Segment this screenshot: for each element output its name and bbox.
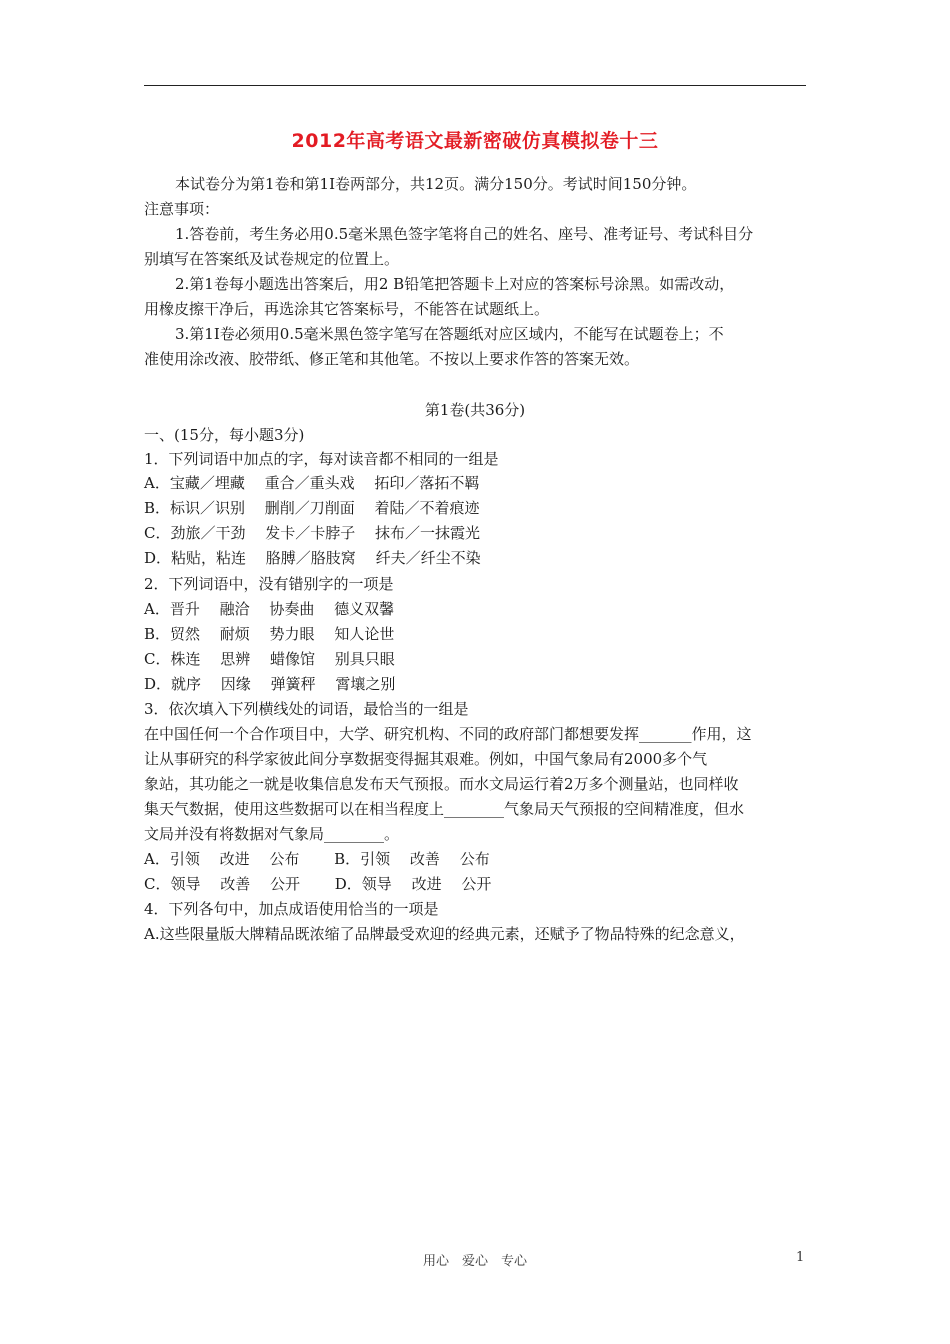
- question-3-stem: 3．依次填入下列横线处的词语，最恰当的一组是: [144, 700, 469, 718]
- page-footer: 用心 爱心 专心: [422, 1254, 527, 1269]
- question-3-passage: 集天气数据，使用这些数据可以在相当程度上________气象局天气预报的空间精准度，但水: [144, 800, 745, 818]
- question-2-option-a: A．晋升 融洽 协奏曲 德义双馨: [144, 600, 395, 618]
- exam-title: 2012年高考语文最新密破仿真模拟卷十三: [291, 130, 659, 152]
- intro-line: 用橡皮擦干净后，再选涂其它答案标号，不能答在试题纸上。: [144, 300, 550, 318]
- intro-line: 准使用涂改液、胶带纸、修正笔和其他笔。不按以上要求作答的答案无效。: [144, 350, 640, 368]
- question-3-passage: 在中国任何一个合作项目中，大学、研究机构、不同的政府部门都想要发挥_______作用，这: [144, 725, 752, 743]
- question-1-option-d: D．粘贴，粘连 胳膊／胳肢窝 纤夫／纤尘不染: [144, 549, 481, 567]
- part-heading: 第1卷(共36分): [424, 401, 526, 419]
- question-4-stem: 4．下列各句中，加点成语使用恰当的一项是: [144, 900, 439, 918]
- question-1-stem: 1．下列词语中加点的字，每对读音都不相同的一组是: [144, 450, 499, 468]
- question-2-stem: 2．下列词语中，没有错别字的一项是: [144, 575, 394, 593]
- question-3-options-ab: A．引领 改进 公布 B．引领 改善 公布: [144, 850, 490, 868]
- intro-line: 本试卷分为第1卷和第1I卷两部分，共12页。满分150分。考试时间150分钟。: [175, 175, 697, 193]
- question-1-option-a: A．宝藏／埋藏 重合／重头戏 拓印／落拓不羁: [144, 474, 480, 492]
- question-3-passage: 让从事研究的科学家彼此间分享数据变得掘其艰难。例如，中国气象局有2000多个气: [144, 750, 708, 768]
- intro-line: 别填写在答案纸及试卷规定的位置上。: [144, 250, 400, 268]
- page-number: 1: [796, 1250, 805, 1265]
- question-2-option-c: C．株连 思辨 蜡像馆 别具只眼: [144, 650, 395, 668]
- question-2-option-b: B．贸然 耐烦 势力眼 知人论世: [144, 625, 395, 643]
- question-1-option-b: B．标识／识别 删削／刀削面 着陆／不着痕迹: [144, 499, 480, 517]
- question-2-option-d: D．就序 因缘 弹簧秤 霄壤之别: [144, 675, 396, 693]
- intro-line: 2.第1卷每小题选出答案后，用2 B铅笔把答题卡上对应的答案标号涂黑。如需改动，: [175, 275, 735, 293]
- notice-heading: 注意事项：: [144, 200, 220, 218]
- question-3-passage: 文局并没有将数据对气象局________。: [144, 825, 400, 843]
- intro-line: 3.第1I卷必须用0.5毫米黑色签字笔写在答题纸对应区域内，不能写在试题卷上；不: [175, 325, 724, 343]
- intro-line: 1.答卷前，考生务必用0.5毫米黑色签字笔将自己的姓名、座号、准考证号、考试科目分: [175, 225, 754, 243]
- question-4-option-a: A.这些限量版大牌精品既浓缩了品牌最受欢迎的经典元素，还赋予了物品特殊的纪念意义，: [144, 925, 745, 943]
- question-3-passage: 象站，其功能之一就是收集信息发布天气预报。而水文局运行着2万多个测量站，也同样收: [144, 775, 739, 793]
- header-rule: [144, 85, 806, 86]
- question-1-option-c: C．劲旅／干劲 发卡／卡脖子 抹布／一抹霞光: [144, 524, 481, 542]
- question-3-options-cd: C．领导 改善 公开 D．领导 改进 公开: [144, 875, 492, 893]
- section-heading: 一、(15分，每小题3分): [144, 426, 305, 444]
